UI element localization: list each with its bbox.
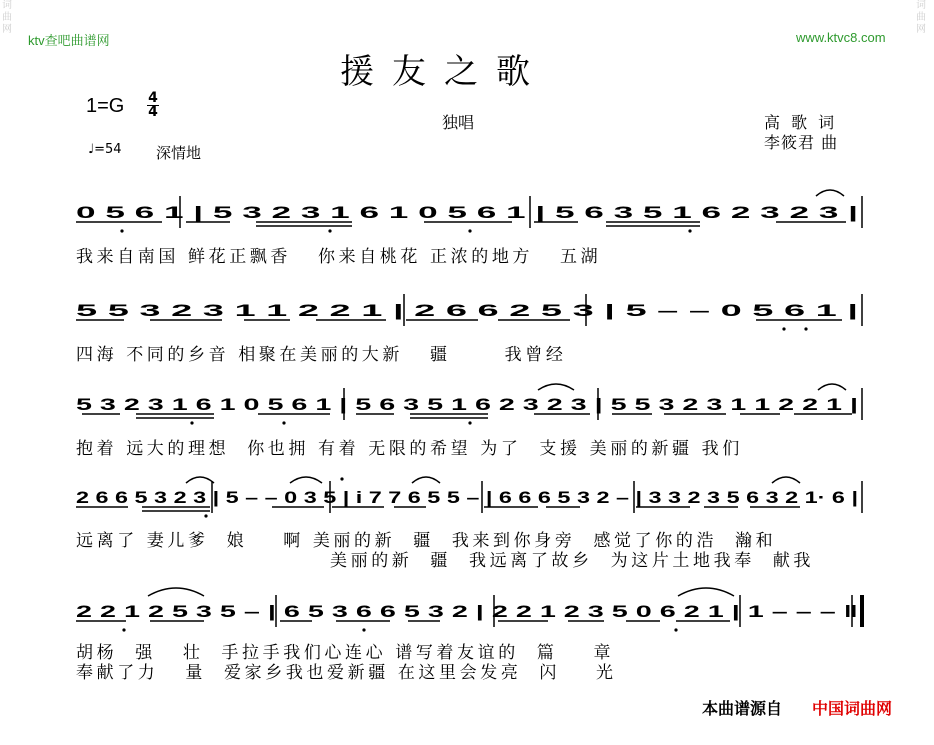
notes-row-5: 2 2 1 2 5 3 5 – | 6 5 3 6 6 5 3 2 | 2 2 1 2 3 5 0 6 2 1 | 1 – – – ‖ [76,602,858,621]
tempo-marking: ♩=54 [88,142,122,157]
song-title: 援友之歌 [340,52,548,92]
watermark-left: ktv查吧曲谱网 [28,33,110,48]
lyrics-row-3: 抱着 远大的理想 你也拥 有着 无限的希望 为了 支援 美丽的新疆 我们 [76,439,743,459]
lyrics-row-5-verse-2: 奉献了力 量 爱家乡我也爱新疆 在这里会发亮 闪 光 [76,663,617,683]
key-signature: 1=G [86,95,125,117]
time-signature-denominator: 4 [148,104,158,120]
notes-row-2: 5 5 3 2 3 1 1 2 2 1 | 2 6 6 2 5 3 | 5 – – 0 5 6 1 | [76,301,859,320]
lyrics-row-1: 我来自南国 鲜花正飘香 你来自桃花 正浓的地方 五湖 [76,247,602,267]
lyricist-credit: 高 歌 词 [764,113,838,132]
lyrics-row-4-verse-1: 远离了 妻儿爹 娘 啊 美丽的新 疆 我来到你身旁 感觉了你的浩 瀚和 [76,531,777,551]
performance-style: 独唱 [442,113,475,132]
composer-credit: 李筱君 曲 [764,133,839,152]
notes-row-1: 0 5 6 1 | 5 3 2 3 1 6 1 0 5 6 1 | 5 6 3 5 1 6 2 3 2 3 | [76,203,858,222]
lyrics-row-5-verse-1: 胡杨 强 壮 手拉手我们心连心 谱写着友谊的 篇 章 [76,643,615,663]
side-watermark-right: 词 曲 网 [916,0,926,35]
notes-row-3: 5 3 2 3 1 6 1 0 5 6 1 | 5 6 3 5 1 6 2 3 2 3 | 5 5 3 2 3 1 1 2 2 1 | [76,395,858,414]
lyrics-row-4-verse-2: 美丽的新 疆 我远离了故乡 为这片土地我奉 献我 [330,551,815,571]
watermark-right: www.ktvc8.com [796,30,886,45]
source-brand[interactable]: 中国词曲网 [812,699,893,718]
time-signature-numerator: 4 [148,90,158,106]
notes-row-4: 2 6 6 5 3 2 3 | 5 – – 0 3 5 | i 7 7 6 5 5 – | 6 6 6 5 3 2 – | 3 3 2 3 5 6 3 2 1· 6 | [76,488,859,507]
source-label: 本曲谱源自 [702,699,783,718]
side-watermark-left: 词 曲 网 [2,0,12,35]
lyrics-row-2: 四海 不同的乡音 相聚在美丽的大新 疆 我曾经 [76,345,567,365]
expression-marking: 深情地 [156,144,202,162]
